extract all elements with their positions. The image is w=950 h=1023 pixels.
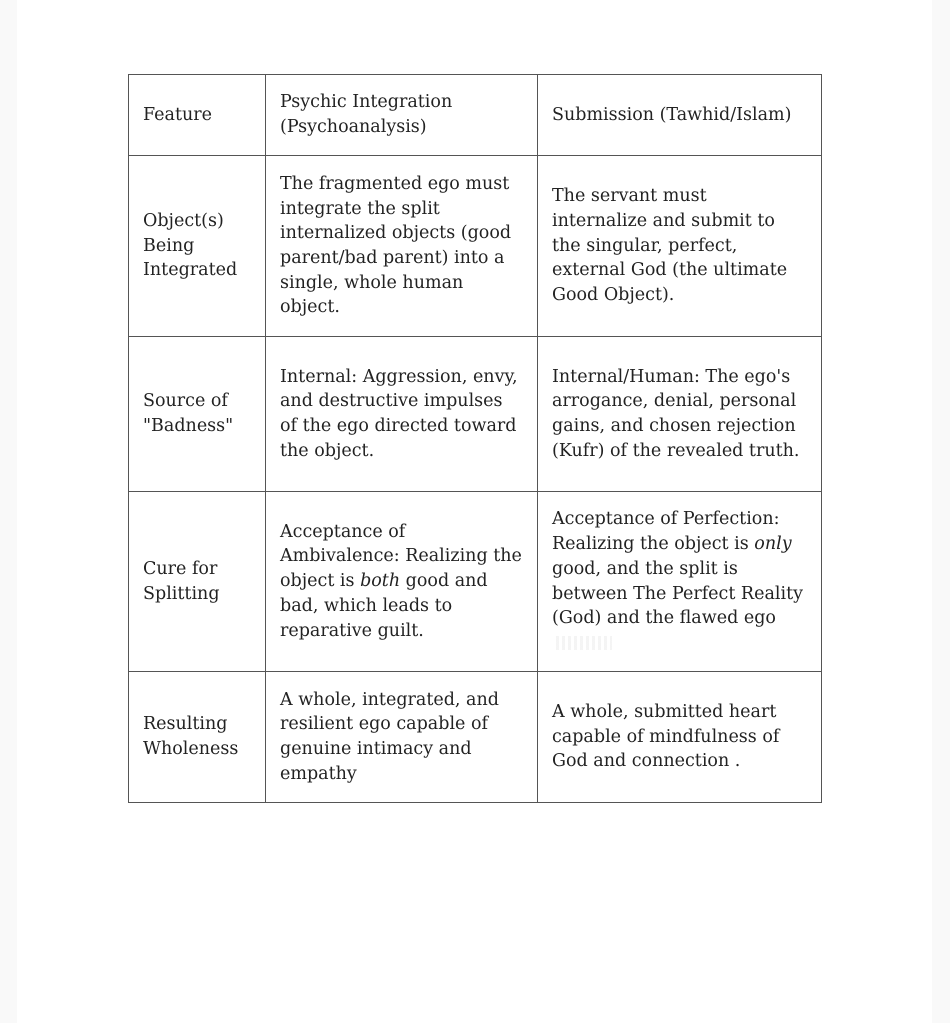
psychoanalysis-text: The fragmented ego must integrate the split internalized objects (good parent/bad parent) into a single, whole human object. — [280, 173, 512, 318]
header-psychoanalysis-text: Psychic Integration (Psychoanalysis) — [280, 92, 453, 137]
text-segment: good, and the split is between The Perfect Reality (God) and the flawed ego — [552, 558, 803, 629]
header-cell-feature — [129, 75, 266, 156]
table-row — [129, 492, 822, 672]
emphasis-text: both — [360, 571, 401, 592]
text-segment: good and bad, which leads to reparative guilt. — [280, 571, 488, 641]
psychoanalysis-cell — [266, 672, 538, 803]
feature-cell — [129, 672, 266, 803]
table-row — [129, 672, 822, 803]
text-segment: Acceptance of Ambivalence: Realizing the object is — [280, 521, 522, 592]
submission-text: Internal/Human: The ego's arrogance, denial, personal gains, and chosen rejection (Kufr) of the revealed truth. — [552, 366, 800, 461]
header-feature-text: Feature — [143, 104, 213, 125]
psychoanalysis-text: Internal: Aggression, envy, and destructive impulses of the ego directed toward the object. — [280, 366, 518, 461]
submission-cell — [538, 672, 822, 803]
emphasis-text: only — [754, 534, 792, 555]
feature-text: Object(s) Being Integrated — [143, 210, 238, 281]
feature-text: Resulting Wholeness — [143, 714, 239, 759]
feature-cell — [129, 337, 266, 492]
submission-cell — [538, 492, 822, 672]
feature-text: Source of "Badness" — [143, 391, 234, 436]
comparison-table — [128, 74, 822, 803]
redacted-text-mark — [556, 636, 612, 650]
psychoanalysis-text: A whole, integrated, and resilient ego capable of genuine intimacy and empathy — [280, 689, 499, 784]
text-segment: Acceptance of Perfection: Realizing the object is — [552, 509, 780, 555]
header-cell-psychoanalysis — [266, 75, 538, 156]
header-cell-submission — [538, 75, 822, 156]
document-page — [17, 0, 932, 1023]
table-header-row — [129, 75, 822, 156]
psychoanalysis-text — [280, 522, 522, 641]
psychoanalysis-cell — [266, 337, 538, 492]
psychoanalysis-cell — [266, 156, 538, 337]
submission-text: The servant must internalize and submit to the singular, perfect, external God (the ultimate Good Object). — [552, 186, 788, 306]
psychoanalysis-cell — [266, 492, 538, 672]
header-submission-text: Submission (Tawhid/Islam) — [552, 104, 792, 125]
feature-cell — [129, 156, 266, 337]
feature-text: Cure for Splitting — [143, 558, 220, 604]
table-row — [129, 337, 822, 492]
feature-cell — [129, 492, 266, 672]
submission-cell — [538, 337, 822, 492]
submission-text: A whole, submitted heart capable of mindfulness of God and connection . — [552, 701, 780, 772]
table-row — [129, 156, 822, 337]
submission-cell — [538, 156, 822, 337]
submission-text — [552, 509, 803, 653]
